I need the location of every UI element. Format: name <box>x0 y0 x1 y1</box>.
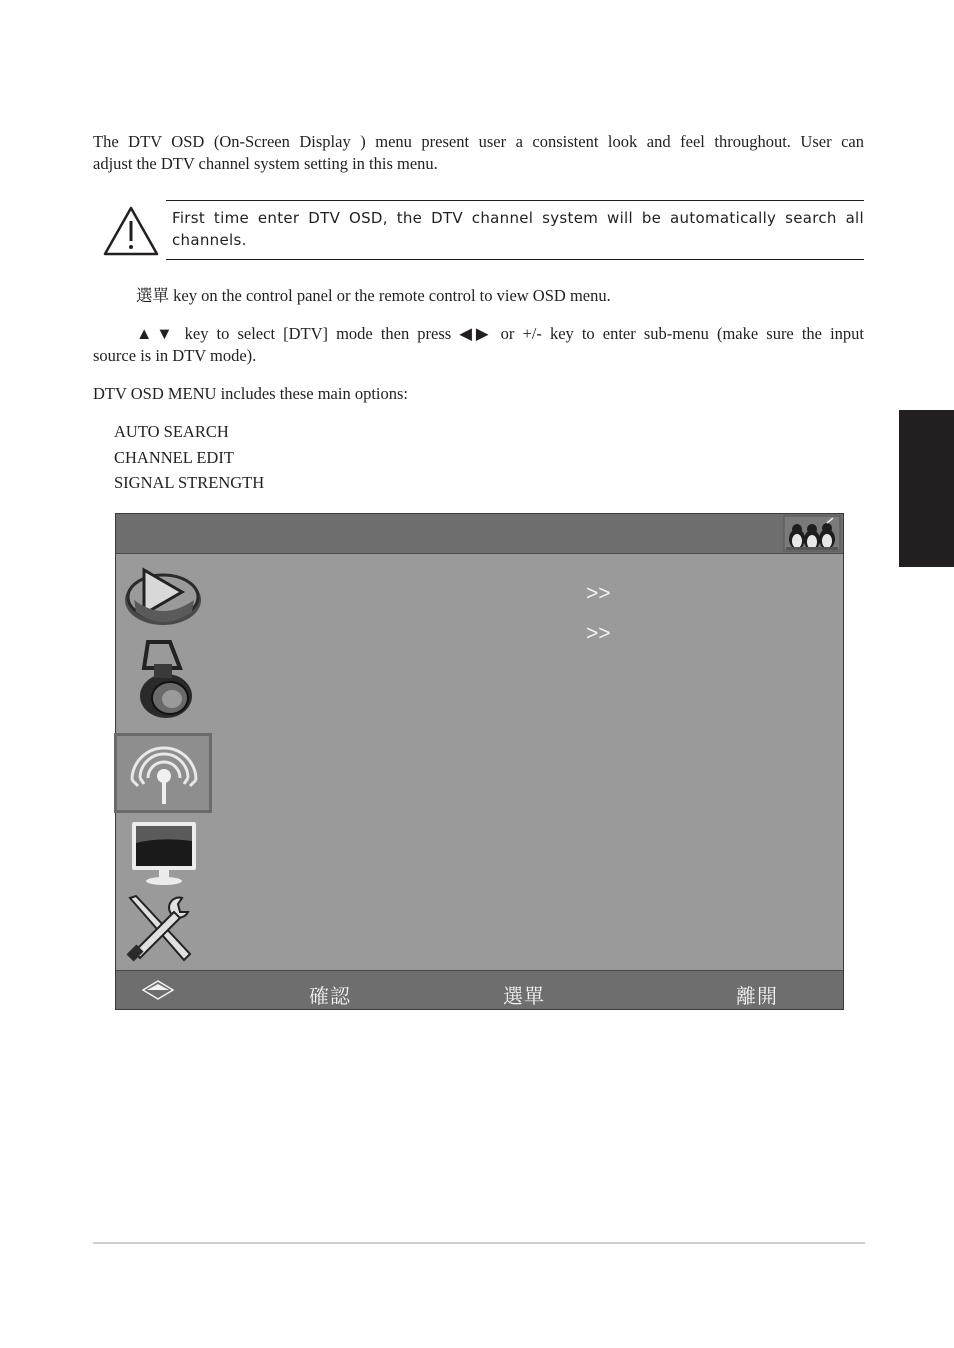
warning-text <box>172 207 864 251</box>
antenna-icon[interactable] <box>128 742 200 808</box>
step-2-line-1: ▲▼ key to select [DTV] mode then press ◀▶ or +/- key to enter sub-menu (make sure the input <box>136 324 864 343</box>
option-channel-edit: CHANNEL EDIT <box>114 447 234 467</box>
osd-menu-label[interactable]: 選單 <box>503 984 545 1008</box>
warning-box <box>166 200 864 260</box>
osd-top-bar <box>116 514 843 554</box>
play-icon <box>122 560 204 628</box>
warning-line-2: channels. <box>172 231 247 249</box>
options-list <box>114 419 264 496</box>
option-auto-search: AUTO SEARCH <box>114 422 229 441</box>
step-2-line-2: source is in DTV mode). <box>93 346 257 365</box>
step-1: 選單 key on the control panel or the remote control to view OSD menu. <box>136 286 611 305</box>
footer-divider <box>93 1242 865 1244</box>
tools-icon <box>124 894 196 962</box>
chapter-tab <box>899 410 954 567</box>
osd-bottom-bar <box>116 970 843 1009</box>
osd-row-1-arrow[interactable]: >> <box>586 582 611 605</box>
updown-diamond-icon <box>142 980 174 1000</box>
intro-line-2: adjust the DTV channel system setting in this menu. <box>93 154 438 173</box>
osd-row-2-arrow[interactable]: >> <box>586 622 611 645</box>
warning-line-1: First time enter DTV OSD, the DTV channel system will be automatically search all <box>172 209 864 227</box>
option-signal-strength: SIGNAL STRENGTH <box>114 473 265 492</box>
monitor-icon <box>129 819 199 887</box>
osd-confirm-label[interactable]: 確認 <box>309 984 351 1008</box>
speaker-icon <box>130 638 198 722</box>
warning-triangle-icon <box>102 205 160 257</box>
step-2 <box>93 323 864 367</box>
intro-paragraph <box>93 131 864 175</box>
penguin-logo-icon <box>783 515 841 552</box>
intro-line-1: The DTV OSD (On-Screen Display ) menu present user a consistent look and feel throughout. User can <box>93 132 864 151</box>
osd-menu <box>115 513 844 1010</box>
options-title: DTV OSD MENU includes these main options: <box>93 384 409 403</box>
osd-exit-label[interactable]: 離開 <box>736 984 778 1008</box>
